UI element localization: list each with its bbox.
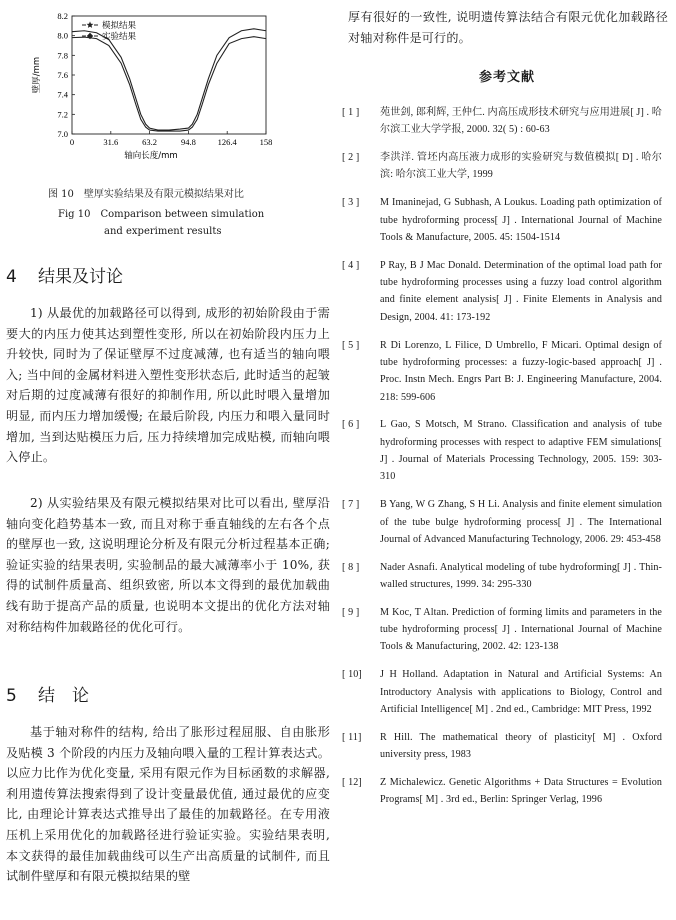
reference-item [338, 774, 676, 809]
reference-number: [ 2 ] [342, 152, 360, 164]
reference-number: [ 6 ] [342, 419, 360, 431]
x-axis-label: 轴向长度/mm [124, 151, 178, 161]
series-line-2 [72, 29, 266, 130]
wall-thickness-chart-svg [12, 6, 284, 172]
figure-caption-en-line1: Fig 10 Comparison between simulation [58, 209, 265, 220]
reference-number: [ 12] [342, 777, 362, 789]
x-tick-label: 0 [69, 137, 75, 147]
series-line-1 [72, 37, 266, 131]
references-list [338, 104, 676, 819]
reference-number: [ 9 ] [342, 606, 360, 618]
reference-number: [ 5 ] [342, 339, 360, 351]
reference-item [338, 194, 676, 246]
reference-item [338, 496, 676, 548]
reference-text: Z Michalewicz. Genetic Algorithms + Data Structures = Evolution Programs[ M] . 3rd ed., Berlin: Springer Verlag, 1996 [380, 777, 662, 806]
y-tick-label: 7.6 [57, 70, 68, 80]
legend-label: 模拟结果 [102, 21, 137, 32]
section-4-title: 结果及讨论 [38, 267, 123, 287]
reference-number: [ 11] [342, 731, 362, 743]
section-5-number: 5 [6, 686, 17, 706]
y-tick-label: 7.4 [57, 89, 68, 100]
results-paragraph-1: 1) 从最优的加载路径可以得到, 成形的初始阶段由于需要大的内压力使其达到塑性变形, 所以在初始阶段内压力上升较快, 同时为了保证壁厚不过度减薄, 也有适当的轴向喂入; 当中间的金属材料进入塑性变形状态后, 此时适当的起皱对后期的过度减薄有很好的抑制作用, 所以此时喂入量增加明显, 而内压力增加缓慢; 在最后阶段, 内压力和喂入量同时增加, 当到达贴模压力后, 压力持续增加完成贴模, 而轴向喂入停止。 [6, 306, 330, 465]
conclusion-continuation: 厚有很好的一致性, 说明遗传算法结合有限元优化加载路径对轴对称件是可行的。 [348, 10, 668, 45]
reference-text: M Imaninejad, G Subhash, A Loukus. Loading path optimization of tube hydroforming process[ J] . International Journal of Machine Tools & Manufacture, 2005. 45: 1504-1514 [380, 197, 662, 243]
x-tick-label: 31.6 [103, 137, 119, 147]
y-tick-label: 7.0 [57, 129, 68, 139]
reference-text: L Gao, S Motsch, M Strano. Classification and analysis of tube hydroforming processes with respect to adaptive FEM simulations[ J] . Journal of Materials Processing Technology, 2005. 159: 303-310 [380, 419, 662, 483]
reference-item [338, 257, 676, 326]
reference-text: J H Holland. Adaptation in Natural and Artificial Systems: An Introductory Analysis with applications to Biology, Control and Artificial Intelligence[ M] . 2nd ed., Cambridge: MIT Press, 1992 [380, 669, 662, 715]
section-4-number: 4 [6, 267, 17, 287]
section-5-heading [6, 681, 89, 706]
results-paragraph-2: 2) 从实验结果及有限元模拟结果对比可以看出, 壁厚沿轴向变化趋势基本一致, 而且对称于垂直轴线的左右各个点的壁厚也一致, 这说明理论分析及有限元分析过程基本正确; 验证实验的结果表明, 实验制品的最大减薄率小于 10%, 获得的试制件质量高、组织致密, 所以本文得到的最优加载曲线有助于提高产品的质量, 也说明本文提出的优化方法对轴对称结构件加载路径的优化可行。 [6, 496, 330, 634]
figure-caption-en-line2: and experiment results [104, 226, 222, 237]
section-5-title: 结 论 [38, 686, 89, 706]
reference-text: R Di Lorenzo, L Filice, D Umbrello, F Micari. Optimal design of tube hydroforming processes: a fuzzy-logic-based approach[ J] . Proc. Instn Mech. Engrs Part B: J. Engineering Manufacture, 2004. 218: 599-606 [380, 339, 662, 403]
reference-text: P Ray, B J Mac Donald. Determination of the optimal load path for tube hydroforming processes using a fuzzy load control algorithm and finite element analysis[ J] . Finite Elements in Analysis and Design, 2004. 41: 173-192 [380, 259, 662, 323]
conclusion-paragraph: 基于轴对称件的结构, 给出了胀形过程屈服、自由胀形及贴模 3 个阶段的内压力及轴向喂入量的工程计算表达式。以应力比作为优化变量, 采用有限元作为目标函数的求解器, 利用遗传算法搜索得到了设计变量最优值, 通过最优的应变比, 由理论计算表达式推导出了最佳的加载路径。在专用液压机上采用优化的加载路径进行验证实验。实验结果表明, 本文获得的最佳加载曲线可以生产出高质量的试制件, 而且试制件壁厚和有限元模拟结果的壁 [6, 725, 330, 884]
reference-text: M Koc, T Altan. Prediction of forming limits and parameters in the tube hydroforming process[ J] . International Journal of Machine Tools & Manufacturing, 2002. 42: 123-138 [380, 606, 662, 653]
reference-text: B Yang, W G Zhang, S H Li. Analysis and finite element simulation of the tube bulge hydroforming process[ J] . The International Journal of Advanced Manufacturing Technology, 2006. 29: 453-458 [380, 499, 662, 545]
x-tick-label: 126.4 [217, 137, 237, 147]
reference-item [338, 416, 676, 485]
reference-text: R Hill. The mathematical theory of plasticity[ M] . Oxford university press, 1983 [380, 731, 662, 761]
references-heading: 参考文献 [478, 70, 535, 85]
x-tick-label: 63.2 [142, 137, 158, 147]
legend-star-marker [87, 21, 94, 28]
y-tick-label: 8.0 [57, 30, 68, 41]
reference-item [338, 559, 676, 594]
x-tick-label: 94.8 [180, 137, 196, 147]
reference-item [338, 104, 676, 139]
y-tick-label: 8.2 [57, 11, 68, 21]
reference-text: 李洪洋. 管坯内高压液力成形的实验研究与数值模拟[ D] . 哈尔滨: 哈尔滨工业大学, 1999 [380, 152, 662, 181]
reference-number: [ 8 ] [342, 561, 360, 573]
reference-number: [ 7 ] [342, 499, 360, 511]
reference-number: [ 10] [342, 669, 362, 681]
legend-label: 实验结果 [102, 32, 137, 43]
y-tick-label: 7.2 [57, 109, 68, 120]
right-column [338, 0, 676, 920]
reference-item [338, 604, 676, 656]
figure-10-chart [12, 6, 284, 172]
figure-caption-cn: 图 10 壁厚实验结果及有限元模拟结果对比 [48, 189, 244, 200]
reference-text: 苑世剑, 郎利辉, 王仲仁. 内高压成形技术研究与应用进展[ J] . 哈尔滨工业大学学报, 2000. 32( 5) : 60-63 [380, 107, 662, 136]
reference-item [338, 666, 676, 718]
y-tick-label: 7.8 [57, 50, 68, 61]
reference-item [338, 149, 676, 184]
reference-number: [ 3 ] [342, 197, 360, 209]
section-4-heading [6, 262, 123, 287]
reference-number: [ 4 ] [342, 259, 360, 271]
x-tick-label: 158 [259, 137, 273, 147]
reference-number: [ 1 ] [342, 107, 360, 118]
y-axis-label: 壁厚/mm [32, 56, 42, 94]
reference-text: Nader Asnafi. Analytical modeling of tube hydroforming[ J] . Thin-walled structures, 1999. 34: 295-330 [380, 561, 662, 590]
reference-item [338, 729, 676, 764]
reference-item [338, 337, 676, 406]
